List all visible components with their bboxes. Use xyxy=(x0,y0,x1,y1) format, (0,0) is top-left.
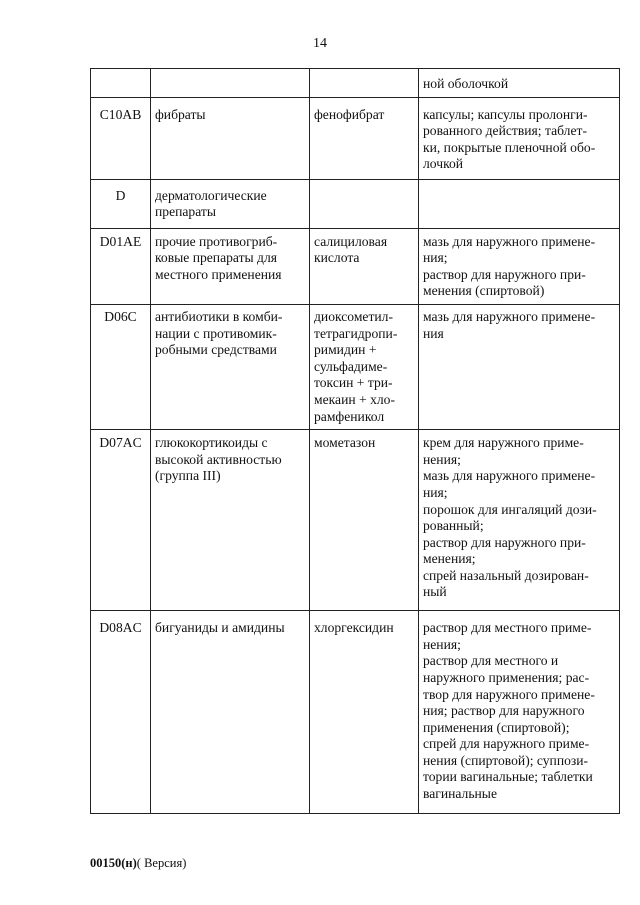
group-cell: прочие противогриб- ковые препараты для местного применения xyxy=(151,228,310,304)
group-cell: бигуаниды и амидины xyxy=(151,611,310,814)
atc-code-cell: C10AB xyxy=(91,97,151,179)
table-row xyxy=(91,97,620,179)
atc-code-cell: D xyxy=(91,179,151,228)
document-id: 00150(н) xyxy=(90,856,137,870)
table-row xyxy=(91,611,620,814)
table-row xyxy=(91,69,620,98)
drug-name-cell: мометазон xyxy=(310,430,419,611)
group-cell: фибраты xyxy=(151,97,310,179)
atc-code-cell: D01AE xyxy=(91,228,151,304)
group-cell: дерматологические препараты xyxy=(151,179,310,228)
group-cell: антибиотики в комби- нации с противомик- робными средствами xyxy=(151,304,310,429)
group-cell: глюкокортикоиды с высокой активностью (группа III) xyxy=(151,430,310,611)
dosage-form-cell xyxy=(419,179,620,228)
drug-name-cell xyxy=(310,179,419,228)
dosage-form-cell: мазь для наружного примене- ния; раствор для наружного при- менения (спиртовой) xyxy=(419,228,620,304)
dosage-form-cell: крем для наружного приме- нения; мазь для наружного примене- ния; порошок для ингаляций дози- рованный; раствор для наружного при- менения; спрей назальный дозирован- ный xyxy=(419,430,620,611)
atc-code-cell: D07AC xyxy=(91,430,151,611)
document-footer xyxy=(90,856,186,871)
dosage-form-cell: капсулы; капсулы пролонги- рованного действия; таблет- ки, покрытые пленочной обо- лочкой xyxy=(419,97,620,179)
drug-name-cell xyxy=(310,69,419,98)
drug-name-cell: хлоргексидин xyxy=(310,611,419,814)
table-row xyxy=(91,228,620,304)
drug-name-cell: фенофибрат xyxy=(310,97,419,179)
drug-table xyxy=(90,68,620,814)
table-row xyxy=(91,304,620,429)
document-version: ( Версия) xyxy=(136,856,187,870)
dosage-form-cell: ной оболочкой xyxy=(419,69,620,98)
group-cell xyxy=(151,69,310,98)
atc-code-cell: D08AC xyxy=(91,611,151,814)
table-row xyxy=(91,430,620,611)
atc-code-cell xyxy=(91,69,151,98)
table-row xyxy=(91,179,620,228)
dosage-form-cell: раствор для местного приме- нения; раствор для местного и наружного применения; рас- твор для наружного примене- ния; раствор для наружного применения (спиртовой); спрей для наружного приме- нения (спиртовой); суппози- тории вагинальные; таблетки вагинальные xyxy=(419,611,620,814)
drug-name-cell: салициловая кислота xyxy=(310,228,419,304)
atc-code-cell: D06C xyxy=(91,304,151,429)
page-number: 14 xyxy=(313,36,327,51)
dosage-form-cell: мазь для наружного примене- ния xyxy=(419,304,620,429)
drug-name-cell: диоксометил- тетрагидропи- римидин + сульфадиме- токсин + три- мекаин + хло- рамфеникол xyxy=(310,304,419,429)
